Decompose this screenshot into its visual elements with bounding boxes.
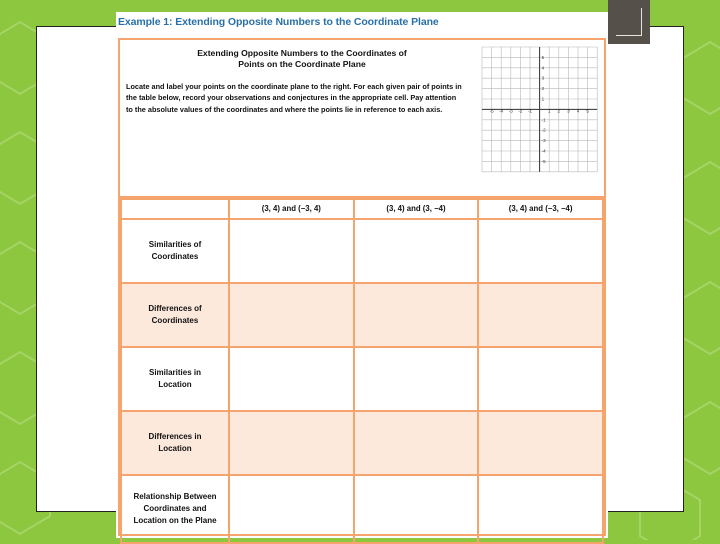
column-header-3: (3, 4) and (−3, −4) bbox=[478, 199, 603, 219]
row-label-similarities-coordinates bbox=[121, 219, 229, 283]
example-title: Example 1: Extending Opposite Numbers to the Coordinate Plane bbox=[118, 16, 439, 28]
table-corner-cell bbox=[121, 199, 229, 219]
frame-corner-tab bbox=[608, 0, 650, 44]
y-tick-label: -1 bbox=[541, 117, 546, 123]
row-label-line: Location on the Plane bbox=[133, 516, 217, 525]
answer-cell[interactable] bbox=[229, 411, 354, 475]
worksheet-header bbox=[120, 40, 604, 198]
table-row bbox=[121, 411, 603, 475]
y-tick-label: -3 bbox=[541, 138, 546, 144]
row-label-line: Coordinates bbox=[151, 252, 199, 261]
row-label-line: Coordinates and bbox=[143, 504, 207, 513]
answer-cell[interactable] bbox=[229, 347, 354, 411]
coordinate-plane bbox=[480, 45, 600, 177]
worksheet-image bbox=[116, 12, 608, 538]
row-label-similarities-location bbox=[121, 347, 229, 411]
row-label-line: Relationship Between bbox=[133, 492, 217, 501]
x-tick-label: -5 bbox=[489, 108, 494, 114]
table-row bbox=[121, 347, 603, 411]
worksheet-heading bbox=[152, 48, 452, 70]
y-tick-label: 2 bbox=[541, 86, 545, 92]
row-label-differences-coordinates bbox=[121, 283, 229, 347]
instructions-text: Locate and label your points on the coordinate plane to the right. For each given pair of points in the table below, record your observations and conjectures in the appropriate cell. Pay attention to the absolute values of the coordinates and where the points lie in reference to each axis. bbox=[126, 82, 462, 114]
x-tick-label: 5 bbox=[586, 108, 589, 114]
row-label-relationship bbox=[121, 475, 229, 543]
table-row bbox=[121, 475, 603, 543]
row-label-differences-location bbox=[121, 411, 229, 475]
row-label-line: Coordinates bbox=[151, 316, 199, 325]
x-tick-label: 4 bbox=[576, 108, 580, 114]
row-label-line: Differences in bbox=[148, 432, 202, 441]
x-tick-label: -3 bbox=[508, 108, 513, 114]
y-tick-label: 4 bbox=[541, 65, 545, 71]
answer-cell[interactable] bbox=[229, 475, 354, 543]
answer-cell[interactable] bbox=[478, 475, 603, 543]
y-tick-label: 3 bbox=[541, 75, 545, 81]
x-tick-label: 3 bbox=[567, 108, 570, 114]
x-tick-label: 2 bbox=[557, 108, 561, 114]
answer-cell[interactable] bbox=[354, 475, 479, 543]
answer-cell[interactable] bbox=[478, 347, 603, 411]
x-tick-label: -2 bbox=[518, 108, 523, 114]
answer-cell[interactable] bbox=[478, 283, 603, 347]
row-label-line: Similarities of bbox=[148, 240, 202, 249]
answer-cell[interactable] bbox=[354, 411, 479, 475]
row-label-line: Location bbox=[158, 444, 192, 453]
answer-cell[interactable] bbox=[229, 219, 354, 283]
answer-cell[interactable] bbox=[229, 283, 354, 347]
answer-cell[interactable] bbox=[354, 347, 479, 411]
y-tick-label: 5 bbox=[541, 54, 545, 60]
comparison-table bbox=[120, 198, 604, 544]
row-label-line: Location bbox=[158, 380, 192, 389]
row-label-line: Differences of bbox=[148, 304, 202, 313]
heading-line-2: Points on the Coordinate Plane bbox=[238, 59, 366, 69]
x-tick-label: -1 bbox=[527, 108, 533, 114]
y-tick-label: -5 bbox=[541, 158, 546, 164]
y-tick-label: 1 bbox=[541, 96, 545, 102]
y-tick-label: -2 bbox=[541, 127, 546, 133]
worksheet-sheet bbox=[118, 38, 606, 536]
column-header-2: (3, 4) and (3, −4) bbox=[354, 199, 479, 219]
table-row bbox=[121, 283, 603, 347]
answer-cell[interactable] bbox=[354, 219, 479, 283]
answer-cell[interactable] bbox=[354, 283, 479, 347]
answer-cell[interactable] bbox=[478, 411, 603, 475]
row-label-line: Similarities in bbox=[148, 368, 202, 377]
table-row bbox=[121, 219, 603, 283]
x-tick-label: 1 bbox=[547, 108, 551, 114]
x-tick-label: -4 bbox=[499, 108, 504, 114]
answer-cell[interactable] bbox=[478, 219, 603, 283]
heading-line-1: Extending Opposite Numbers to the Coordinates of bbox=[197, 48, 407, 58]
column-header-1: (3, 4) and (−3, 4) bbox=[229, 199, 354, 219]
y-tick-label: -4 bbox=[541, 148, 546, 154]
